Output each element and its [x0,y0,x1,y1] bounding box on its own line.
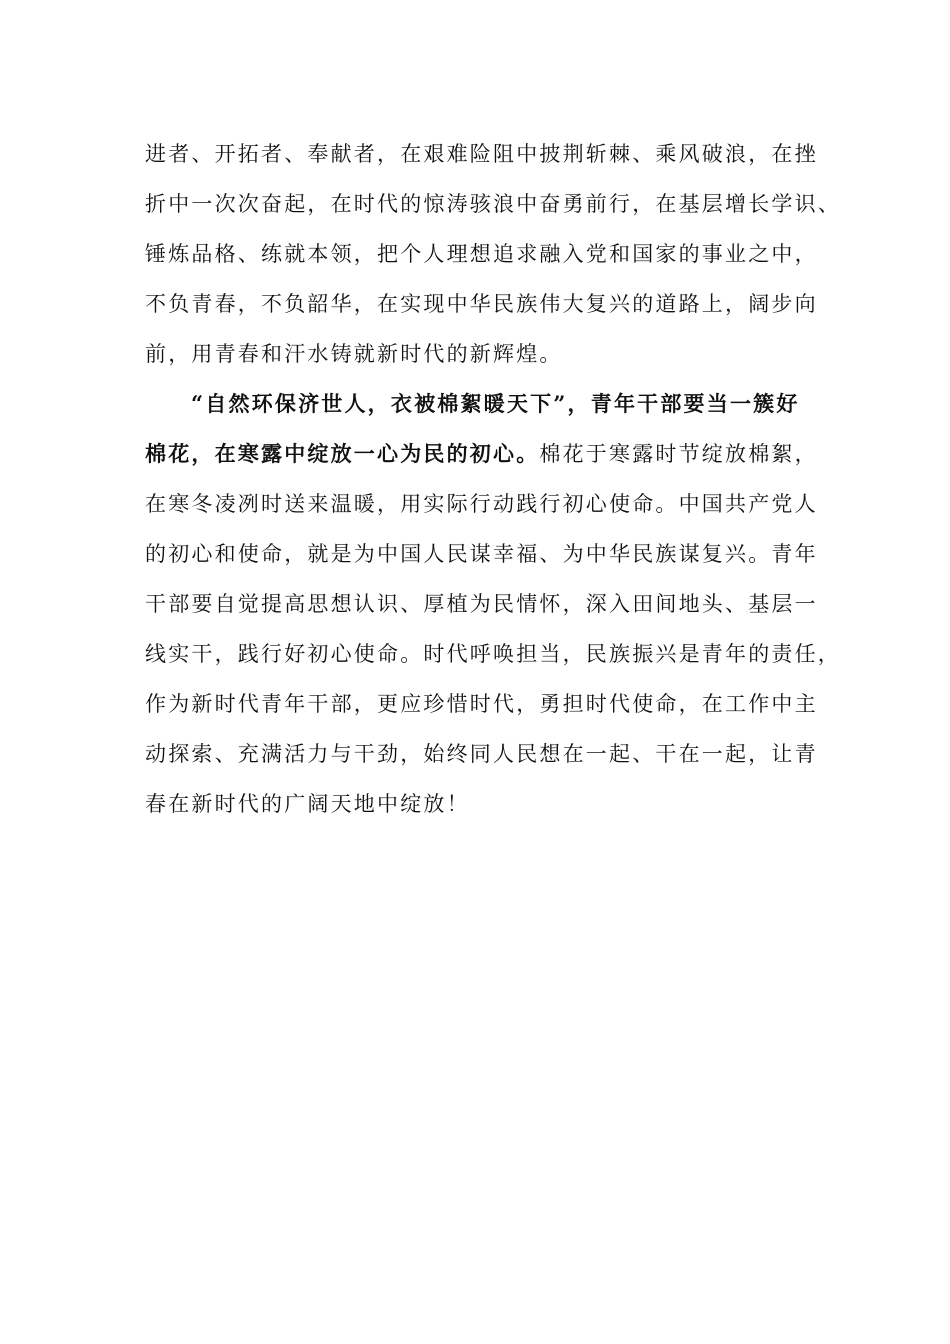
text-line: 不负青春，不负韶华，在实现中华民族伟大复兴的道路上，阔步向 [145,292,818,316]
text-line: 锤炼品格、练就本领，把个人理想追求融入党和国家的事业之中， [145,242,818,266]
document-body [145,129,841,829]
paragraph-text: 棉花于寒露时节绽放棉絮， [539,442,818,466]
text-line: 的初心和使命，就是为中国人民谋幸福、为中华民族谋复兴。青年 [145,542,818,566]
paragraph-2 [145,379,841,829]
text-line: 进者、开拓者、奉献者，在艰难险阻中披荆斩棘、乘风破浪，在挫 [145,142,818,166]
text-line: 在寒冬凌冽时送来温暖，用实际行动践行初心使命。中国共产党人 [145,492,818,516]
text-line: 干部要自觉提高思想认识、厚植为民情怀，深入田间地头、基层一 [145,592,818,616]
text-line: 折中一次次奋起，在时代的惊涛骇浪中奋勇前行，在基层增长学识、 [145,192,841,216]
paragraph-lead-bold: “自然环保济世人，衣被棉絮暖天下”，青年干部要当一簇好 [191,391,800,416]
paragraph-lead-bold: 棉花，在寒露中绽放一心为民的初心。 [145,441,540,466]
text-line: 春在新时代的广阔天地中绽放！ [145,792,470,816]
paragraph-1 [145,129,841,379]
text-line [145,429,818,479]
text-line: 前，用青春和汗水铸就新时代的新辉煌。 [145,342,563,366]
text-line: 线实干，践行好初心使命。时代呼唤担当，民族振兴是青年的责任， [145,642,841,666]
text-line: 作为新时代青年干部，更应珍惜时代，勇担时代使命，在工作中主 [145,692,818,716]
text-line: 动探索、充满活力与干劲，始终同人民想在一起、干在一起，让青 [145,742,818,766]
text-line [145,379,805,429]
